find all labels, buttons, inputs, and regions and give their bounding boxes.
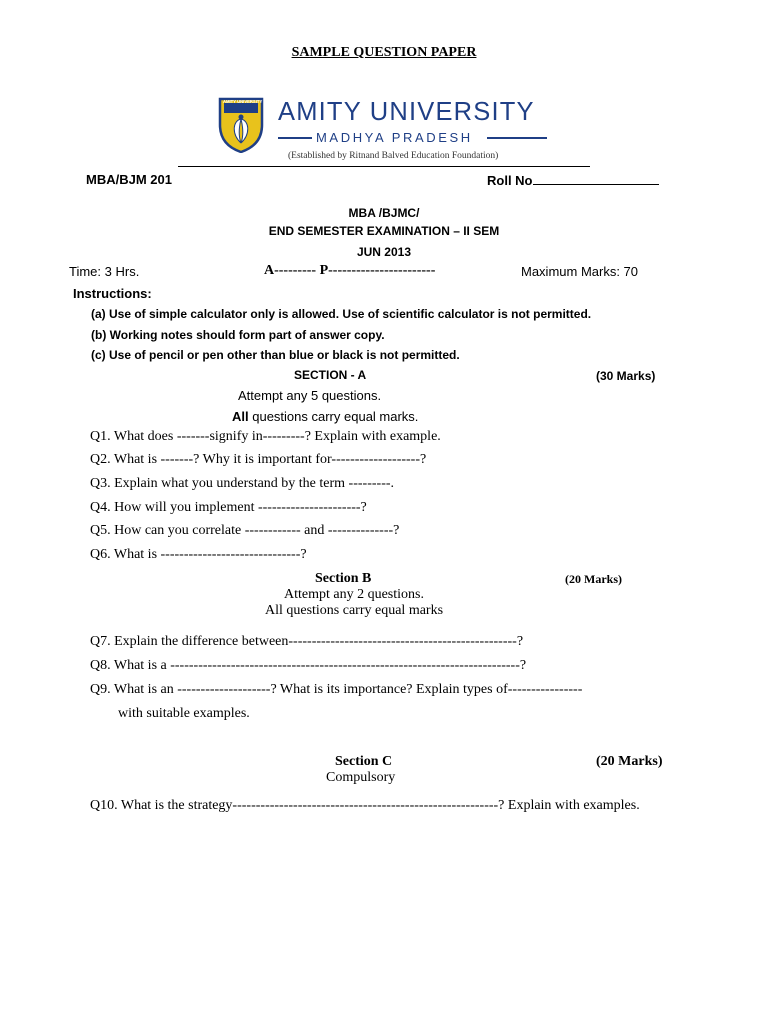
university-subtitle: MADHYA PRADESH <box>316 130 473 145</box>
instruction-item: (c) Use of pencil or pen other than blue or black is not permitted. <box>91 348 460 362</box>
established-by: (Established by Ritnand Balved Education Foundation) <box>288 151 499 161</box>
section-c-note: Compulsory <box>326 770 396 785</box>
question-q6: Q6. What is ------------------------------? <box>90 547 307 562</box>
header-rule <box>178 166 590 167</box>
section-a-title: SECTION - A <box>294 368 367 382</box>
question-q8: Q8. What is a ---------------------------------------------------------------------------? <box>90 658 527 673</box>
section-a-note: Attempt any 5 questions. <box>238 388 382 403</box>
subtitle-rule-right <box>487 137 547 139</box>
question-q9: Q9. What is an --------------------? What is its importance? Explain types of---------------- <box>90 682 583 697</box>
question-q7: Q7. Explain the difference between-------------------------------------------------? <box>90 634 524 649</box>
instruction-item: (a) Use of simple calculator only is allowed. Use of scientific calculator is not permitted. <box>91 307 592 321</box>
section-a-marks: (30 Marks) <box>596 369 656 383</box>
roll-number-label: Roll No <box>487 173 533 188</box>
section-c-title: Section C <box>335 754 393 769</box>
question-q4: Q4. How will you implement ----------------------? <box>90 500 367 515</box>
instructions-heading: Instructions: <box>73 286 152 301</box>
exam-name: END SEMESTER EXAMINATION – II SEM <box>268 224 500 238</box>
section-a-note-2: All questions carry equal marks. <box>232 409 419 424</box>
section-b-marks: (20 Marks) <box>565 572 622 586</box>
section-b-title: Section B <box>315 571 372 586</box>
question-q10: Q10. What is the strategy---------------------------------------------------------? Explain with examples. <box>90 798 640 813</box>
exam-time: Time: 3 Hrs. <box>69 264 140 279</box>
roll-number-blank[interactable] <box>533 172 659 185</box>
university-name: AMITY UNIVERSITY <box>278 98 535 126</box>
question-q5: Q5. How can you correlate ------------ and --------------? <box>90 523 400 538</box>
exam-date: JUN 2013 <box>356 245 412 259</box>
course-code: MBA/BJM 201 <box>86 172 172 187</box>
paper-code: A--------- P----------------------- <box>264 263 436 278</box>
question-q3: Q3. Explain what you understand by the term ---------. <box>90 476 395 491</box>
roll-number-field[interactable] <box>487 172 659 188</box>
section-b-note: Attempt any 2 questions. <box>284 587 424 602</box>
seal-text: AMITY UNIVERSITY <box>223 99 263 104</box>
maximum-marks: Maximum Marks: 70 <box>521 264 639 279</box>
subtitle-rule-left <box>278 137 312 139</box>
section-c-marks: (20 Marks) <box>596 754 663 769</box>
instruction-item: (b) Working notes should form part of answer copy. <box>91 328 385 342</box>
section-b-note-2: All questions carry equal marks <box>264 603 444 618</box>
paper-title: SAMPLE QUESTION PAPER <box>291 45 477 60</box>
question-q1: Q1. What does -------signify in---------? Explain with example. <box>90 429 441 444</box>
question-q2: Q2. What is -------? Why it is important for-------------------? <box>90 452 427 467</box>
program-name: MBA /BJMC/ <box>348 206 420 220</box>
question-q9-continuation: with suitable examples. <box>118 706 250 721</box>
